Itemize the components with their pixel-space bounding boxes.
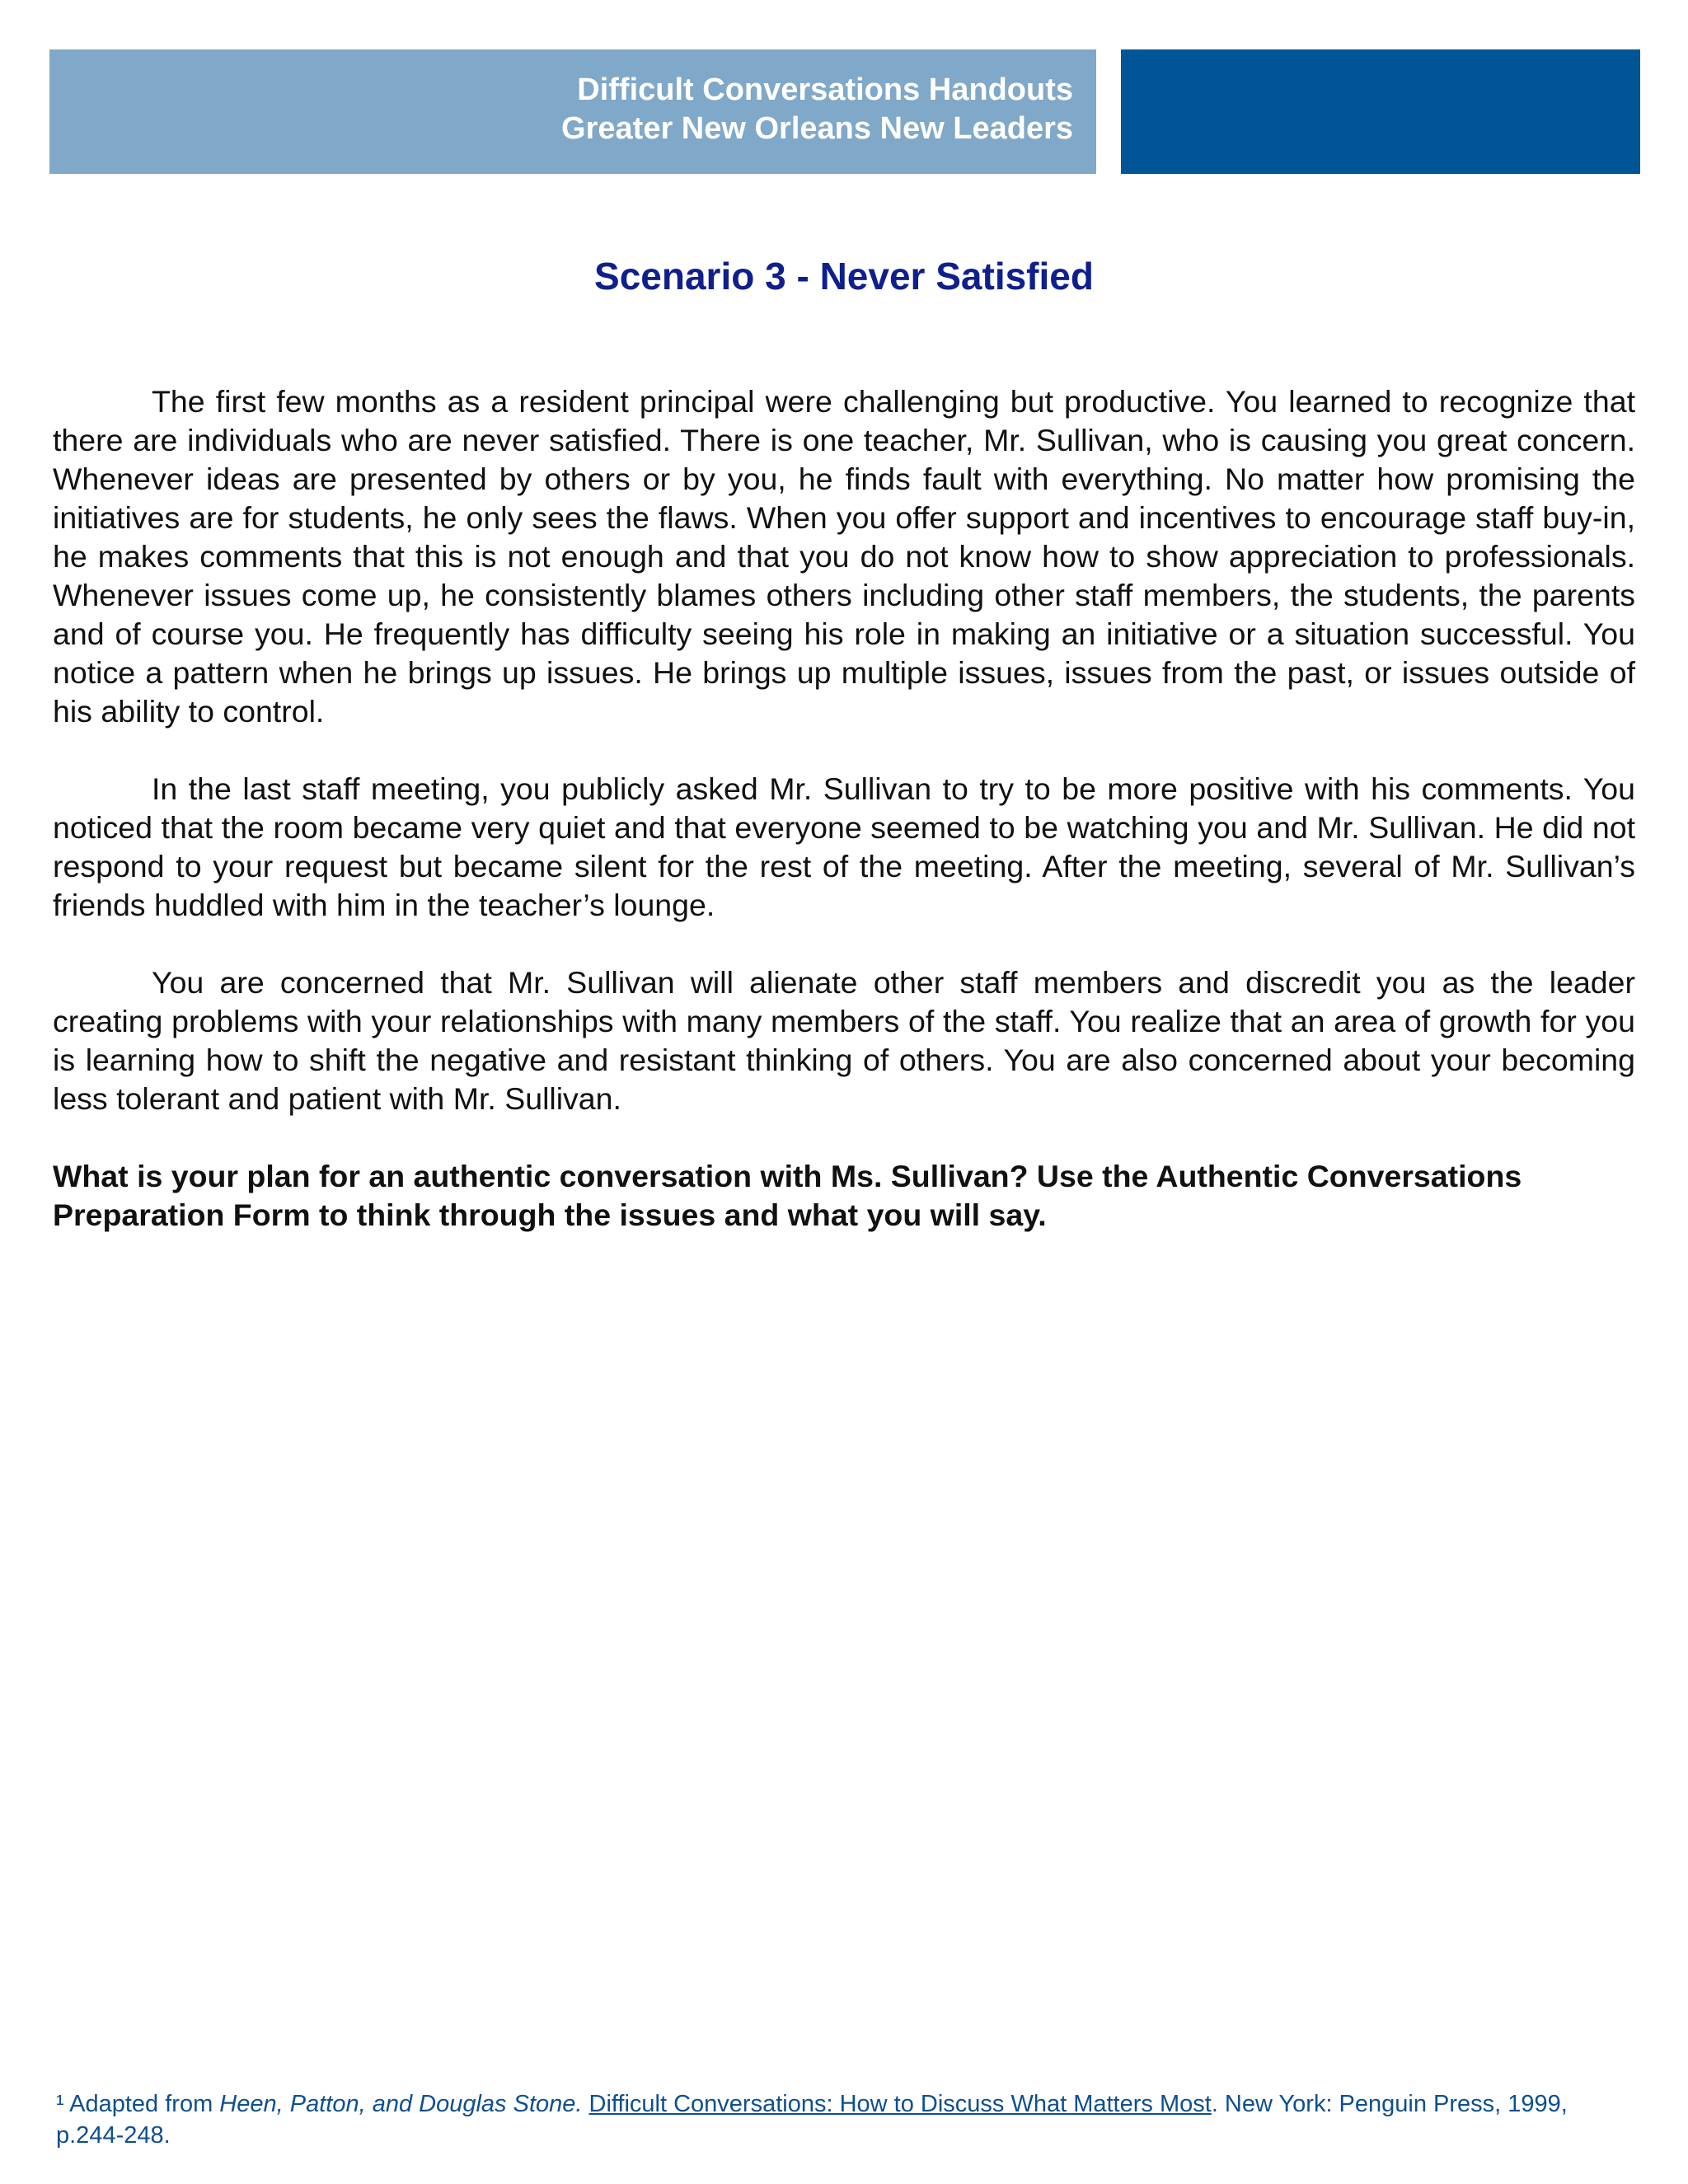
header-band-dark [1121, 49, 1640, 174]
footnote-marker: ¹ [56, 2091, 64, 2117]
page-title: Scenario 3 - Never Satisfied [594, 255, 1094, 298]
footnote-space [582, 2091, 588, 2117]
footnote-book-title: Difficult Conversations: How to Discuss What Matters Most [588, 2091, 1212, 2117]
paragraph-1: The first few months as a resident principal were challenging but productive. You learned to recognize that there are individuals who are never satisfied. There is one teacher, Mr. Sullivan, who is causing you great concern. Whenever ideas are presented by others or by you, he finds fault with everything. No matter how promising the initiatives are for students, he only sees the flaws. When you offer support and incentives to encourage staff buy-in, he makes comments that this is not enough and that you do not know how to show appreciation to professionals. Whenever issues come up, he consistently blames others including other staff members, the students, the parents and of course you. He frequently has difficulty seeing his role in making an initiative or a situation successful. You notice a pattern when he brings up issues. He brings up multiple issues, issues from the past, or issues outside of his ability to control. [53, 384, 1635, 729]
footnote-suffix: . New York: Penguin Press, 1999, p.244-248. [56, 2091, 1568, 2149]
footnote [56, 2088, 1606, 2151]
document-body [53, 382, 1635, 1235]
paragraph-3: You are concerned that Mr. Sullivan will alienate other staff members and discredit you as the leader creating problems with your relationships with many members of the staff. You realize that an area of growth for you is learning how to shift the negative and resistant thinking of others. You are also concerned about your becoming less tolerant and patient with Mr. Sullivan. [53, 965, 1635, 1116]
header-line-1: Difficult Conversations Handouts [577, 73, 1073, 107]
footnote-prefix: Adapted from [63, 2091, 220, 2117]
header-band-light [49, 49, 1096, 174]
discussion-question: What is your plan for an authentic conversation with Ms. Sullivan? Use the Authentic Conversations Preparation Form to think through the issues and what you will say. [53, 1159, 1522, 1232]
header-line-2: Greater New Orleans New Leaders [561, 111, 1073, 146]
footnote-authors: Heen, Patton, and Douglas Stone. [219, 2091, 583, 2117]
paragraph-2: In the last staff meeting, you publicly asked Mr. Sullivan to try to be more positive with his comments. You noticed that the room became very quiet and that everyone seemed to be watching you and Mr. Sullivan. He did not respond to your request but became silent for the rest of the meeting. After the meeting, several of Mr. Sullivan’s friends huddled with him in the teacher’s lounge. [53, 771, 1635, 922]
header-text [561, 71, 1073, 148]
